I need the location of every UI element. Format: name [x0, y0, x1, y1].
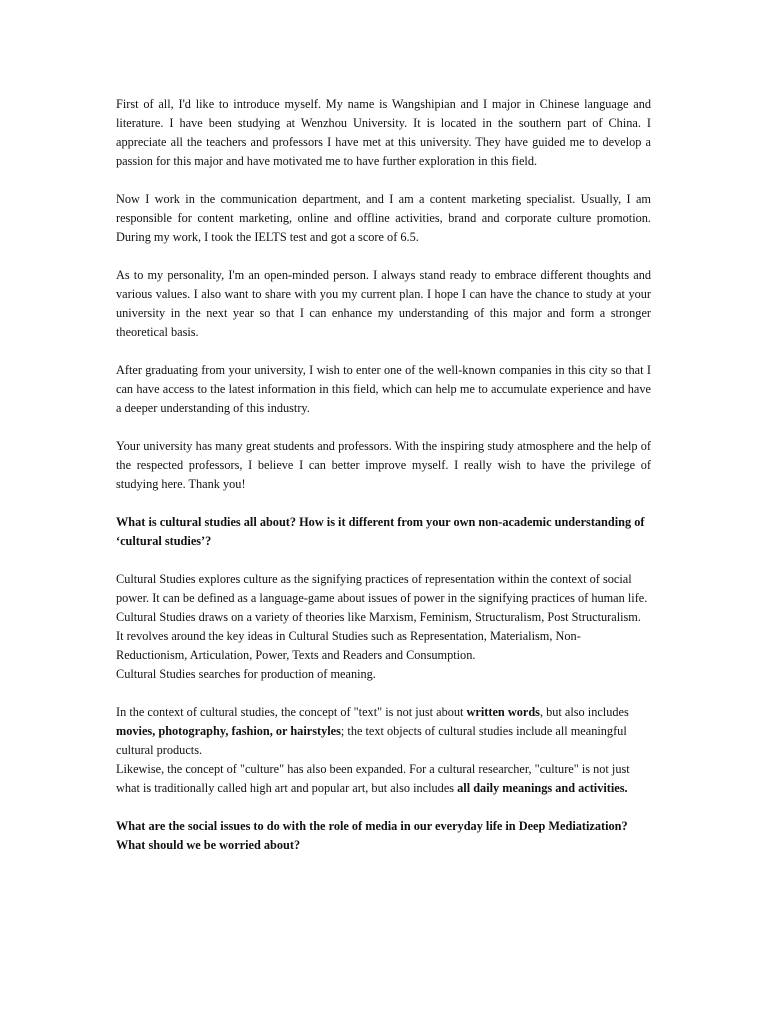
- intro-paragraph-5: Your university has many great students and professors. With the inspiring study atmosphere and the help of the respected professors, I believe I can better improve myself. I really wish to have the privilege of studying here. Thank you!: [116, 439, 651, 491]
- text-concept-paragraph: [116, 703, 651, 760]
- question-1-heading: What is cultural studies all about? How is it different from your own non-academic understanding of ‘cultural studies’?: [116, 515, 645, 548]
- culture-concept-part-1: Likewise, the concept of "culture" has also been expanded. For a cultural researcher, "culture" is not just what is traditionally called high art and popular art, but also includes: [116, 762, 630, 795]
- intro-paragraph-4: After graduating from your university, I wish to enter one of the well-known companies in this city so that I can have access to the latest information in this field, which can help me to accumulate experience and have a deeper understanding of this industry.: [116, 363, 651, 415]
- intro-paragraph-1: First of all, I'd like to introduce myself. My name is Wangshipian and I major in Chinese language and literature. I have been studying at Wenzhou University. It is located in the southern part of China. I appreciate all the teachers and professors I have met at this university. They have guided me to develop a passion for this major and have motivated me to have further exploration in this field.: [116, 97, 651, 168]
- text-concept-part-3: ; the text objects of cultural studies include all meaningful cultural products.: [116, 724, 627, 757]
- document-page: [116, 95, 651, 874]
- answer-line-definition: Cultural Studies explores culture as the signifying practices of representation within the context of social power. It can be defined as a language-game about issues of power in the signifying practices of human life.: [116, 572, 648, 605]
- text-concept-part-1: In the context of cultural studies, the concept of "text" is not just about: [116, 705, 467, 719]
- text-concept-bold-1: written words: [466, 705, 540, 719]
- intro-paragraph-3: As to my personality, I'm an open-minded person. I always stand ready to embrace different thoughts and various values. I also want to share with you my current plan. I hope I can have the chance to study at your university in the next year so that I can enhance my understanding of this major and form a stronger theoretical basis.: [116, 268, 651, 339]
- text-concept-part-2: , but also includes: [539, 705, 629, 719]
- question-2-heading: What are the social issues to do with the role of media in our everyday life in Deep Mediatization? What should we be worried about?: [116, 819, 628, 852]
- intro-paragraph-2: Now I work in the communication department, and I am a content marketing specialist. Usually, I am responsible for content marketing, online and offline activities, brand and corporate culture promotion. During my work, I took the IELTS test and got a score of 6.5.: [116, 192, 651, 244]
- answer-line-key-ideas: It revolves around the key ideas in Cultural Studies such as Representation, Materialism, Non-Reductionism, Articulation, Power, Texts and Readers and Consumption.: [116, 629, 581, 662]
- culture-concept-paragraph: [116, 760, 651, 798]
- question-1-answer: [116, 570, 651, 684]
- answer-line-theories: Cultural Studies draws on a variety of theories like Marxism, Feminism, Structuralism, Post Structuralism.: [116, 610, 641, 624]
- answer-line-meaning: Cultural Studies searches for production of meaning.: [116, 667, 376, 681]
- question-1-text-culture: [116, 703, 651, 798]
- culture-concept-bold-1: all daily meanings and activities.: [457, 781, 628, 795]
- text-concept-bold-2: movies, photography, fashion, or hairstyles: [116, 724, 341, 738]
